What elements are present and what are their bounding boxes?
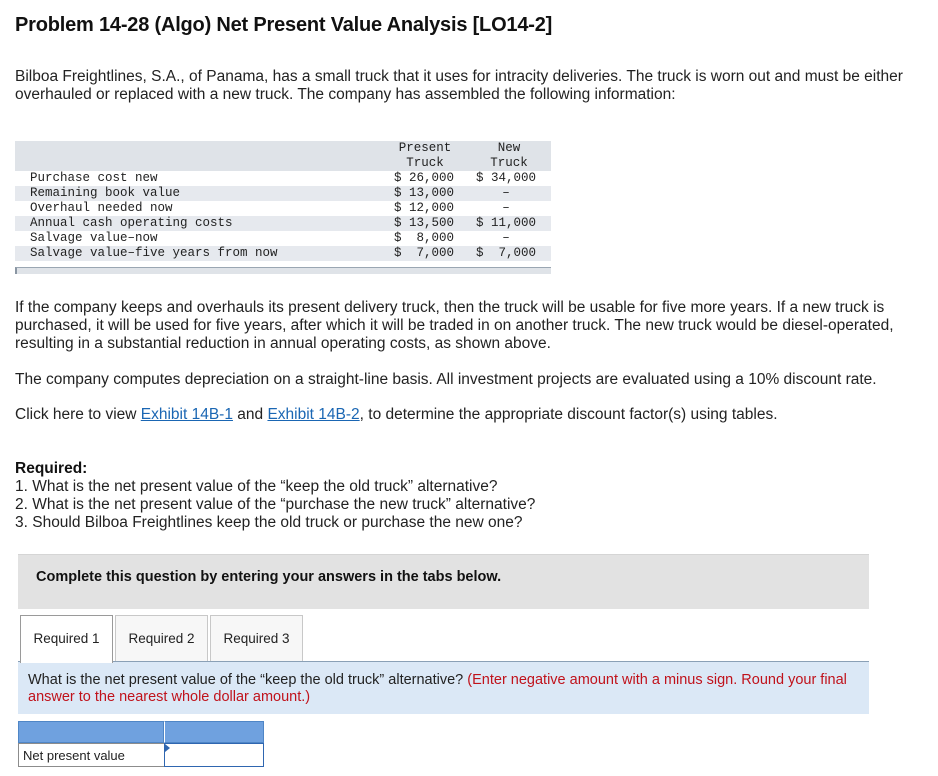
new-value: $ 7,000	[476, 246, 537, 260]
tab-required-2[interactable]: Required 2	[115, 615, 208, 661]
net-present-value-label: Net present value	[18, 743, 165, 767]
required-heading: Required:	[15, 460, 88, 477]
answer-table-header-value	[164, 721, 264, 743]
table-row	[15, 231, 551, 246]
question-text: What is the net present value of the “keep the old truck” alternative?	[28, 672, 464, 688]
present-value: $ 7,000	[394, 246, 455, 260]
input-marker-icon	[165, 744, 170, 752]
question-text-wrap	[28, 672, 858, 706]
answer-table-header-label	[18, 721, 164, 743]
header-new-line2: Truck	[490, 156, 528, 170]
net-present-value-input[interactable]	[164, 743, 264, 767]
tab-required-3[interactable]: Required 3	[210, 615, 303, 661]
new-value: –	[502, 186, 510, 200]
present-value: $ 8,000	[394, 231, 455, 245]
intro-paragraph: Bilboa Freightlines, S.A., of Panama, has a small truck that it uses for intracity deliveries. The truck is worn out and must be either overhauled or replaced with a new truck. The company has assembled the following information:	[15, 68, 903, 103]
row-label: Remaining book value	[30, 186, 181, 200]
instructions-banner	[18, 554, 869, 609]
table-row	[15, 246, 551, 261]
table-row	[15, 171, 551, 186]
header-present-line2: Truck	[406, 156, 444, 170]
paragraph-overhaul: If the company keeps and overhauls its present delivery truck, then the truck will be usable for five more years. If a new truck is purchased, it will be used for five years, after which it will be traded in on another truck. The new truck would be diesel-operated, resulting in a substantial reduction in annual operating costs, as shown above.	[15, 299, 894, 352]
truck-data-table	[15, 141, 551, 274]
table-footer-bar	[15, 267, 551, 274]
row-label: Purchase cost new	[30, 171, 158, 185]
row-label: Salvage value–now	[30, 231, 158, 245]
exhibit-14b2-link[interactable]: Exhibit 14B-2	[267, 406, 360, 423]
present-value: $ 26,000	[394, 171, 455, 185]
question-panel	[18, 662, 869, 714]
row-label: Salvage value–five years from now	[30, 246, 278, 260]
row-label: Overhaul needed now	[30, 201, 173, 215]
required-item: 3. Should Bilboa Freightlines keep the old truck or purchase the new one?	[15, 514, 523, 531]
required-item: 2. What is the net present value of the “purchase the new truck” alternative?	[15, 496, 536, 513]
question-hint: (Enter negative amount with a minus sign. Round your final answer to the nearest whole dollar amount.)	[28, 672, 847, 705]
header-new-truck	[471, 141, 547, 171]
page-title: Problem 14-28 (Algo) Net Present Value Analysis [LO14-2]	[15, 14, 553, 36]
new-value: $ 11,000	[476, 216, 537, 230]
present-value: $ 13,000	[394, 186, 455, 200]
new-value: –	[502, 201, 510, 215]
exhibits-prefix: Click here to view	[15, 406, 141, 423]
header-present-line1: Present	[398, 141, 452, 155]
paragraph-depreciation: The company computes depreciation on a straight-line basis. All investment projects are evaluated using a 10% discount rate.	[15, 371, 877, 388]
row-label: Annual cash operating costs	[30, 216, 233, 230]
table-row	[15, 216, 551, 231]
required-item: 1. What is the net present value of the “keep the old truck” alternative?	[15, 478, 498, 495]
required-section	[15, 460, 925, 532]
new-value: –	[502, 231, 510, 245]
present-value: $ 12,000	[394, 201, 455, 215]
exhibit-14b1-link[interactable]: Exhibit 14B-1	[140, 406, 233, 423]
header-present-truck	[387, 141, 463, 171]
paragraph-exhibits	[15, 406, 925, 424]
exhibits-suffix: , to determine the appropriate discount factor(s) using tables.	[359, 406, 778, 423]
header-new-line1: New	[497, 141, 521, 155]
table-row	[15, 201, 551, 216]
instructions-text: Complete this question by entering your answers in the tabs below.	[36, 569, 502, 585]
new-value: $ 34,000	[476, 171, 537, 185]
present-value: $ 13,500	[394, 216, 455, 230]
exhibits-and: and	[232, 406, 268, 423]
table-row	[15, 186, 551, 201]
tab-required-1[interactable]: Required 1	[20, 615, 113, 663]
